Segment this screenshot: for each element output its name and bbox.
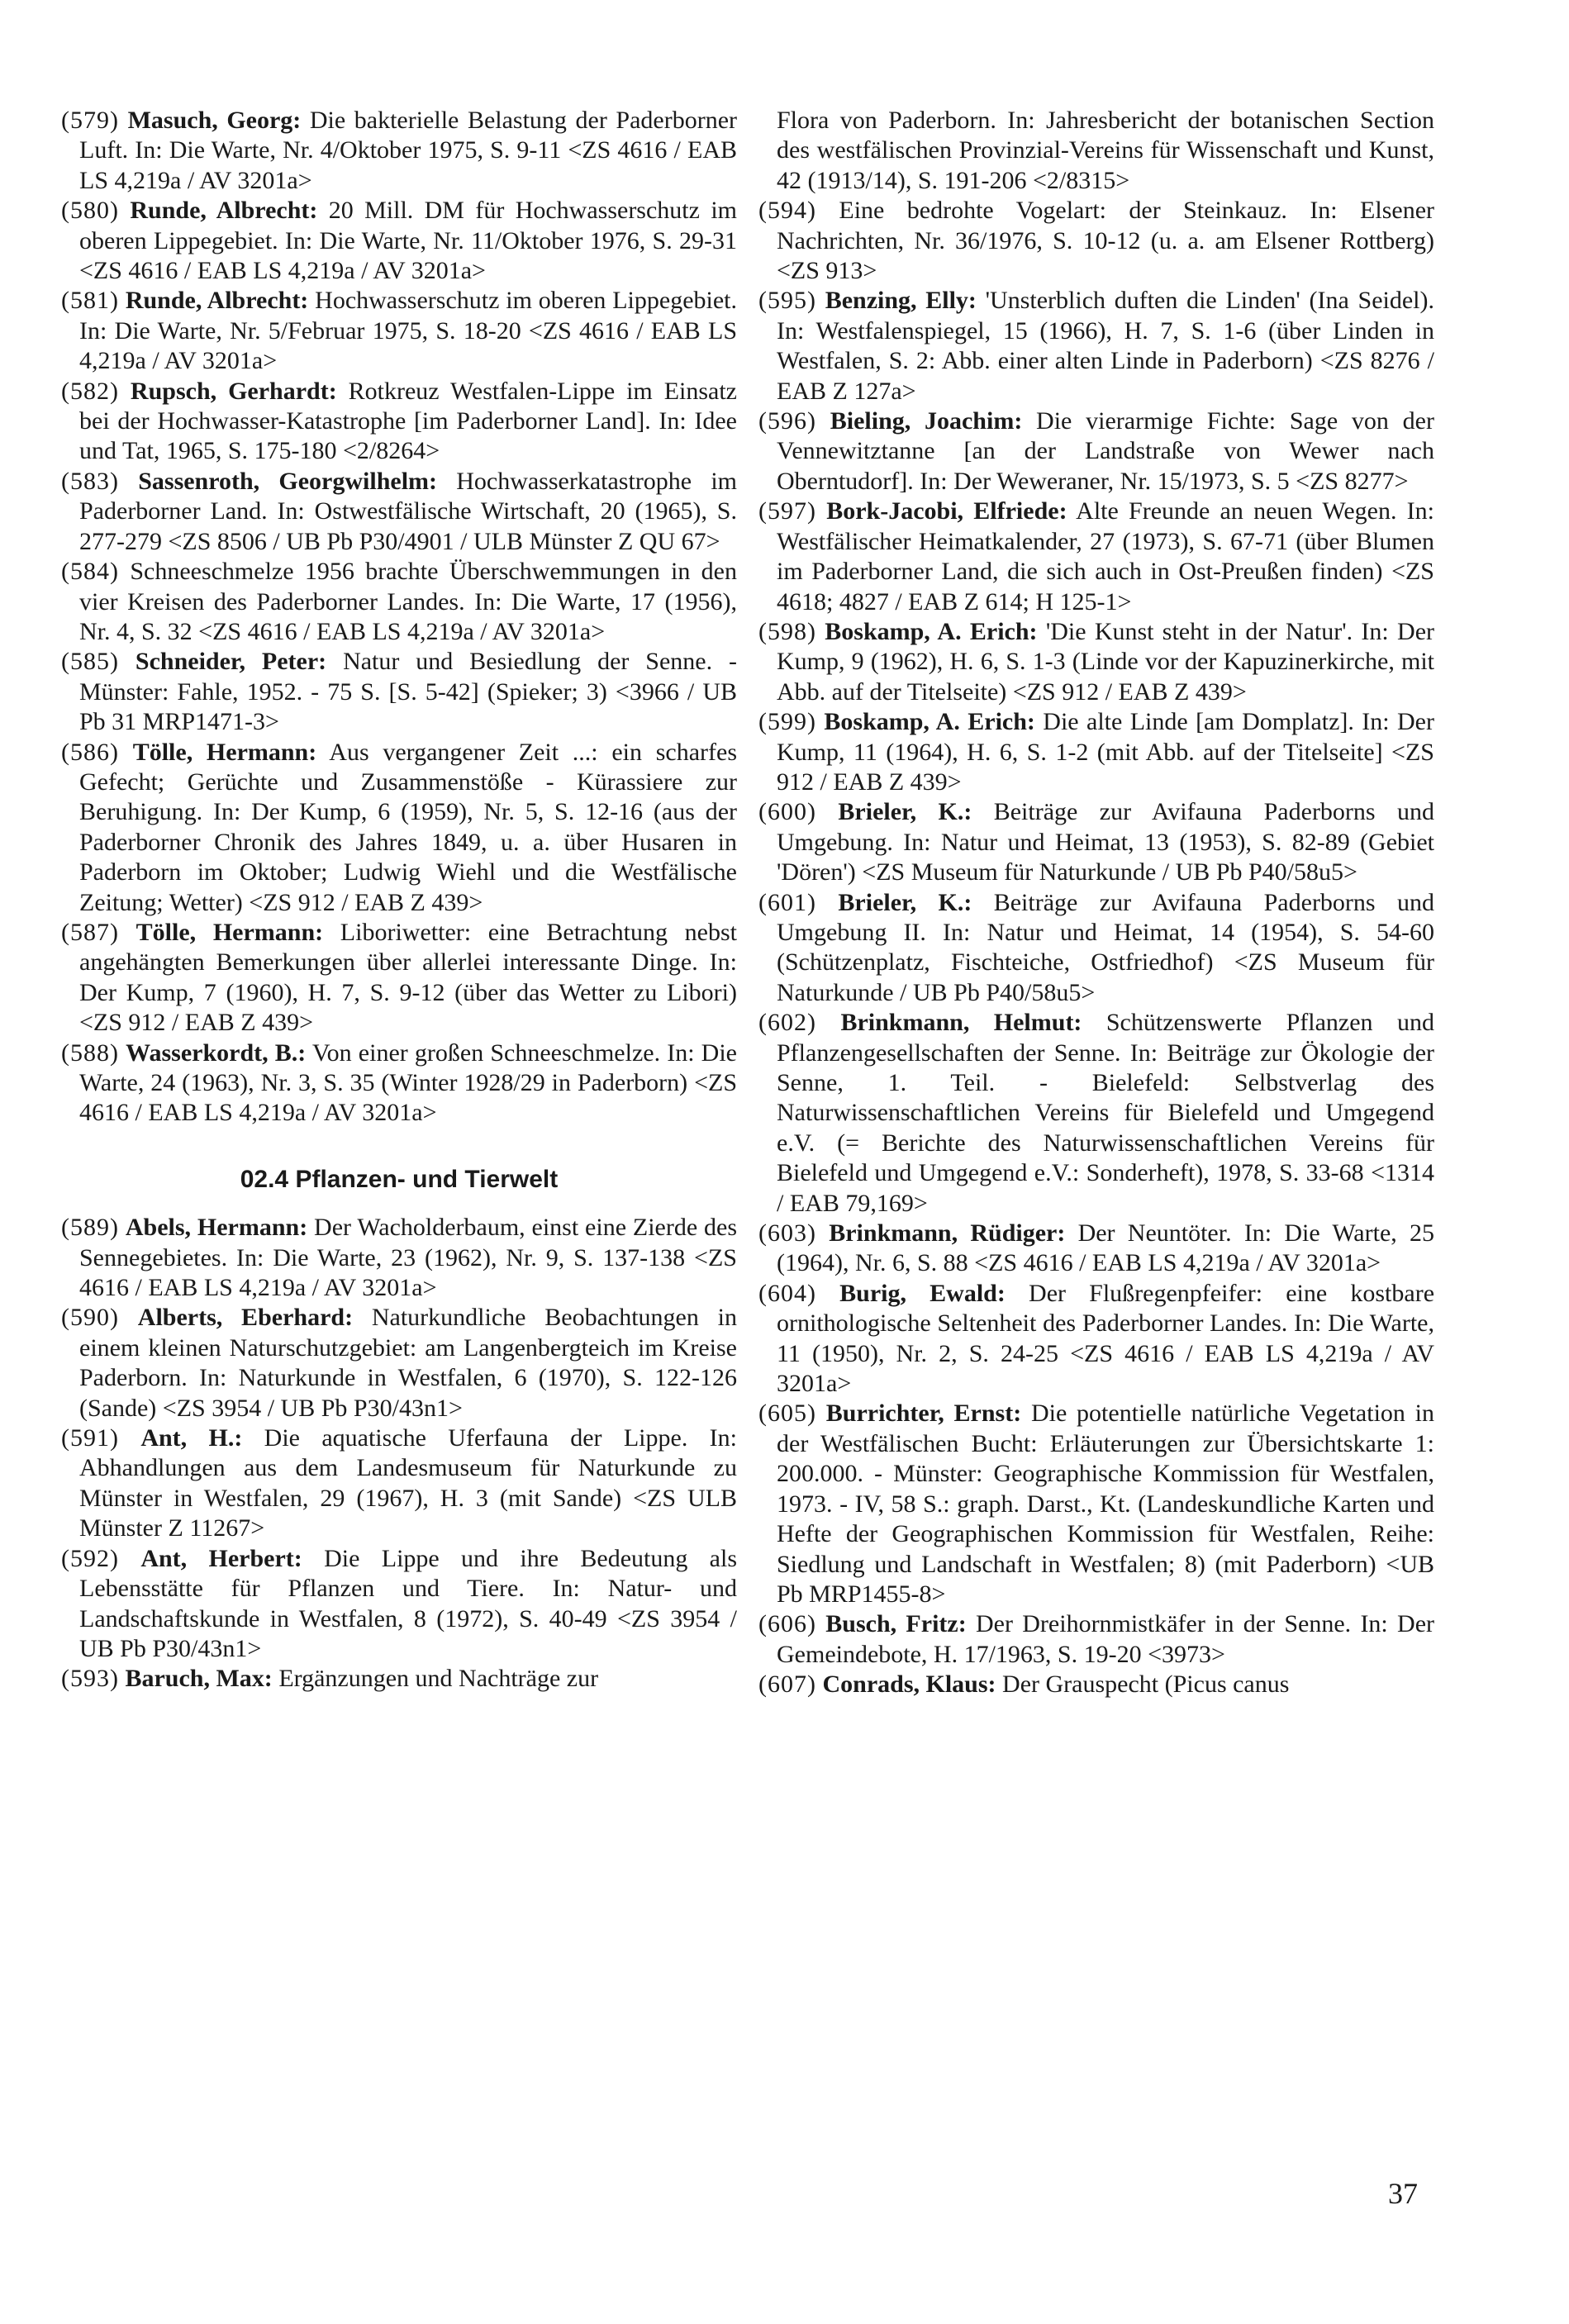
entry-author: Boskamp, A. Erich: xyxy=(824,708,1035,736)
bibliography-entry xyxy=(758,1399,1434,1609)
entry-number: (591) xyxy=(61,1424,119,1452)
bibliography-entry xyxy=(61,1038,737,1129)
bibliography-entry xyxy=(61,106,737,196)
entry-number: (606) xyxy=(758,1610,816,1638)
entry-number: (595) xyxy=(758,287,816,315)
left-entries-after xyxy=(61,1213,737,1694)
entry-number: (587) xyxy=(61,918,119,946)
entry-text: 'Unsterblich duften die Linden' (Ina Seidel). In: Westfalenspiegel, 15 (1966), H. 7, S. 1-6 (über Linden in Westfalen, S. 2: Abb. einer alten Linde in Paderborn) <ZS 8276 / EAB Z 127a> xyxy=(777,287,1435,405)
entry-number: (583) xyxy=(61,467,119,495)
entry-text: Von einer großen Schneeschmelze. In: Die Warte, 24 (1963), Nr. 3, S. 35 (Winter 1928/29 in Paderborn) <ZS 4616 / EAB LS 4,219a / AV 3201a> xyxy=(79,1038,737,1127)
entry-author: Tölle, Hermann: xyxy=(136,918,324,946)
entry-text: 'Die Kunst steht in der Natur'. In: Der Kump, 9 (1962), H. 6, S. 1-3 (Linde vor der Kapuzinerkirche, mit Abb. auf der Titelseite) <ZS 912 / EAB Z 439> xyxy=(777,617,1434,706)
bibliography-entry xyxy=(61,557,737,647)
entry-author: Boskamp, A. Erich: xyxy=(825,617,1038,645)
entry-text: 20 Mill. DM für Hochwasserschutz im oberen Lippegebiet. In: Die Warte, Nr. 11/Oktober 1976, S. 29-31 <ZS 4616 / EAB LS 4,219a / AV 3201a> xyxy=(79,197,737,285)
entry-author: Schneider, Peter: xyxy=(135,648,327,676)
continuation-text: Flora von Paderborn. In: Jahresbericht der botanischen Section des westfälischen Provinzial-Vereins für Wissenschaft und Kunst, 42 (1913/14), S. 191-206 <2/8315> xyxy=(777,107,1434,194)
entry-text: Hochwasserkatastrophe im Paderborner Land. In: Ostwestfälische Wirtschaft, 20 (1965), S. 277-279 <ZS 8506 / UB Pb P30/4901 / ULB Münster Z QU 67> xyxy=(79,467,737,555)
entry-author: Bork-Jacobi, Elfriede: xyxy=(826,497,1067,525)
bibliography-entry xyxy=(61,377,737,467)
bibliography-entry xyxy=(61,286,737,376)
bibliography-entry xyxy=(758,707,1434,797)
entry-author: Wasserkordt, B.: xyxy=(126,1038,307,1067)
bibliography-entry xyxy=(758,1670,1434,1699)
right-entries xyxy=(758,196,1434,1699)
left-column xyxy=(61,106,737,1694)
entry-author: Ant, H.: xyxy=(140,1424,243,1452)
bibliography-entry xyxy=(758,1279,1434,1400)
entry-author: Alberts, Eberhard: xyxy=(137,1304,354,1332)
entry-number: (586) xyxy=(61,738,119,766)
bibliography-entry xyxy=(61,196,737,286)
bibliography-entry xyxy=(61,1213,737,1303)
entry-text: Aus vergangener Zeit ...: ein scharfes Gefecht; Gerüchte und Zusammenstöße - Kürassiere zur Beruhigung. In: Der Kump, 6 (1959), Nr. 5, S. 12-16 (aus der Paderborner Chronik des Jahres 1849, u. a. über Husaren in Paderborn im Oktober; Ludwig Wiehl und die Westfälische Zeitung; Wetter) <ZS 912 / EAB Z 439> xyxy=(79,738,737,916)
entry-text: Die Lippe und ihre Bedeutung als Lebensstätte für Pflanzen und Tiere. In: Natur- und Landschaftskunde in Westfalen, 8 (1972), S. 40-49 <ZS 3954 / UB Pb P30/43n1> xyxy=(79,1544,738,1662)
entry-text: Liboriwetter: eine Betrachtung nebst angehängten Bemerkungen über allerlei interessante Dinge. In: Der Kump, 7 (1960), H. 7, S. 9-12 (über das Wetter zu Libori) <ZS 912 / EAB Z 439> xyxy=(79,918,738,1037)
bibliography-entry xyxy=(61,1544,737,1665)
bibliography-entry xyxy=(61,918,737,1038)
entry-author: Bieling, Joachim: xyxy=(830,407,1023,435)
entry-number: (599) xyxy=(758,708,816,736)
entry-number: (603) xyxy=(758,1219,816,1248)
entry-text: Rotkreuz Westfalen-Lippe im Einsatz bei der Hochwasser-Katastrophe [im Paderborner Land]. In: Idee und Tat, 1965, S. 175-180 <2/8264> xyxy=(79,377,737,465)
entry-number: (597) xyxy=(758,497,816,525)
entry-number: (582) xyxy=(61,377,119,405)
entry-number: (596) xyxy=(758,407,816,435)
entry-number: (601) xyxy=(758,888,816,916)
entry-number: (580) xyxy=(61,197,119,225)
right-column xyxy=(758,106,1434,1700)
entry-number: (584) xyxy=(61,558,119,586)
entry-author: Benzing, Elly: xyxy=(825,287,977,315)
entry-number: (589) xyxy=(61,1214,119,1242)
entry-number: (590) xyxy=(61,1304,119,1332)
bibliography-entry xyxy=(61,1303,737,1423)
entry-text: Natur und Besiedlung der Senne. - Münster: Fahle, 1952. - 75 S. [S. 5-42] (Spieker; 3) <3966 / UB Pb 31 MRP1471-3> xyxy=(79,648,738,736)
entry-text: Die vierarmige Fichte: Sage von der Vennewitztanne [an der Landstraße von Wewer nach Oberntudorf]. In: Der Weweraner, Nr. 15/1973, S. 5 <ZS 8277> xyxy=(777,407,1434,495)
entry-number: (593) xyxy=(61,1665,119,1693)
bibliography-entry xyxy=(758,1008,1434,1219)
entry-author: Baruch, Max: xyxy=(125,1665,273,1693)
entry-text: Eine bedrohte Vogelart: der Steinkauz. In: Elsener Nachrichten, Nr. 36/1976, S. 10-12 (u. a. am Elsener Rottberg) <ZS 913> xyxy=(777,197,1435,285)
entry-text: Ergänzungen und Nachträge zur xyxy=(272,1665,599,1693)
bibliography-entry xyxy=(61,1664,737,1694)
entry-author: Abels, Hermann: xyxy=(125,1214,308,1242)
entry-text: Der Neuntöter. In: Die Warte, 25 (1964), Nr. 6, S. 88 <ZS 4616 / EAB LS 4,219a / AV 3201a> xyxy=(777,1219,1434,1277)
entry-text: Die alte Linde [am Domplatz]. In: Der Kump, 11 (1964), H. 6, S. 1-2 (mit Abb. auf der Titelseite] <ZS 912 / EAB Z 439> xyxy=(777,708,1434,796)
entry-number: (605) xyxy=(758,1400,816,1428)
bibliography-entry xyxy=(61,647,737,737)
bibliography-entry xyxy=(758,497,1434,617)
bibliography-entry xyxy=(758,406,1434,497)
entry-author: Rupsch, Gerhardt: xyxy=(130,377,337,405)
entry-number: (581) xyxy=(61,287,119,315)
entry-author: Sassenroth, Georgwilhelm: xyxy=(138,467,438,495)
bibliography-entry xyxy=(61,738,737,918)
entry-text: Die aquatische Uferfauna der Lippe. In: Abhandlungen aus dem Landesmuseum für Naturkunde zu Münster in Westfalen, 29 (1967), H. 3 (mit Sande) <ZS ULB Münster Z 11267> xyxy=(79,1424,737,1542)
bibliography-entry xyxy=(758,797,1434,887)
entry-number: (604) xyxy=(758,1279,816,1307)
entry-author: Burig, Ewald: xyxy=(839,1279,1006,1307)
entry-text: Die potentielle natürliche Vegetation in der Westfälischen Bucht: Erläuterungen zur Übersichtskarte 1: 200.000. - Münster: Geographische Kommission für Westfalen, 1973. - IV, 58 S.: graph. Darst., Kt. (Landeskundliche Karten und Hefte der Geographischen Kommission für Westfalen, Reihe: Siedlung und Landschaft in Westfalen; 8) (mit Paderborn) <UB Pb MRP1455-8> xyxy=(777,1400,1434,1608)
entry-text: Naturkundliche Beobachtungen in einem kleinen Naturschutzgebiet: am Langenbergteich im Kreise Paderborn. In: Naturkunde in Westfalen, 6 (1970), S. 122-126 (Sande) <ZS 3954 / UB Pb P30/43n1> xyxy=(79,1304,737,1422)
entry-number: (588) xyxy=(61,1038,119,1067)
entry-author: Brieler, K.: xyxy=(838,888,972,916)
entry-number: (579) xyxy=(61,107,119,134)
bibliography-entry xyxy=(758,888,1434,1009)
entry-number: (594) xyxy=(758,197,816,225)
entry-text: Beiträge zur Avifauna Paderborns und Umgebung. In: Natur und Heimat, 13 (1953), S. 82-89 (Gebiet 'Dören') <ZS Museum für Naturkunde / UB Pb P40/58u5> xyxy=(777,798,1435,886)
entry-number: (592) xyxy=(61,1544,119,1572)
entry-text: Hochwasserschutz im oberen Lippegebiet. In: Die Warte, Nr. 5/Februar 1975, S. 18-20 <ZS 4616 / EAB LS 4,219a / AV 3201a> xyxy=(79,287,738,375)
entry-author: Brinkmann, Rüdiger: xyxy=(829,1219,1066,1248)
entry-text: Der Flußregenpfeifer: eine kostbare ornithologische Seltenheit des Paderborner Landes. In: Die Warte, 11 (1950), Nr. 2, S. 24-25 <ZS 4616 / EAB LS 4,219a / AV 3201a> xyxy=(777,1279,1435,1398)
bibliography-entry xyxy=(758,196,1434,286)
entry-author: Conrads, Klaus: xyxy=(822,1671,996,1699)
bibliography-entry xyxy=(61,1423,737,1544)
entry-text: Schneeschmelze 1956 brachte Überschwemmungen in den vier Kreisen des Paderborner Landes. In: Die Warte, 17 (1956), Nr. 4, S. 32 <ZS 4616 / EAB LS 4,219a / AV 3201a> xyxy=(79,558,737,645)
entry-text: Der Grauspecht (Picus canus xyxy=(996,1671,1290,1699)
entry-author: Runde, Albrecht: xyxy=(130,197,318,225)
entry-text: Alte Freunde an neuen Wegen. In: Westfälischer Heimatkalender, 27 (1973), S. 67-71 (über Blumen im Paderborner Land, die sich auch in Ost-Preußen finden) <ZS 4618; 4827 / EAB Z 614; H 125-1> xyxy=(777,497,1434,615)
entry-number: (585) xyxy=(61,648,119,676)
entry-author: Tölle, Hermann: xyxy=(132,738,317,766)
bibliography-entry xyxy=(758,1219,1434,1279)
entry-text: Die bakterielle Belastung der Paderborner Luft. In: Die Warte, Nr. 4/Oktober 1975, S. 9-11 <ZS 4616 / EAB LS 4,219a / AV 3201a> xyxy=(79,107,737,194)
bibliography-entry xyxy=(758,286,1434,406)
bibliography-entry xyxy=(758,617,1434,707)
entry-number: (600) xyxy=(758,798,816,826)
entry-author: Masuch, Georg: xyxy=(127,107,302,134)
page-number: 37 xyxy=(1388,2177,1418,2210)
entry-text: Der Dreihornmistkäfer in der Senne. In: Der Gemeindebote, H. 17/1963, S. 19-20 <3973> xyxy=(777,1610,1435,1668)
entry-text: Schützenswerte Pflanzen und Pflanzengesellschaften der Senne. In: Beiträge zur Ökologie der Senne, 1. Teil. - Bielefeld: Selbstverlag des Naturwissenschaftlichen Vereins für Bielefeld und Umgegend e.V. (= Berichte des Naturwissenschaftlichen Vereins für Bielefeld und Umgegend e.V.: Sonderheft), 1978, S. 33-68 <1314 / EAB 79,169> xyxy=(777,1009,1434,1217)
section-heading: 02.4 Pflanzen- und Tierwelt xyxy=(240,1165,559,1193)
entry-author: Burrichter, Ernst: xyxy=(825,1400,1022,1428)
entry-text: Der Wacholderbaum, einst eine Zierde des Sennegebietes. In: Die Warte, 23 (1962), Nr. 9, S. 137-138 <ZS 4616 / EAB LS 4,219a / AV 3201a> xyxy=(79,1214,737,1302)
entry-number: (607) xyxy=(758,1671,816,1699)
entry-author: Runde, Albrecht: xyxy=(125,287,309,315)
entry-text: Beiträge zur Avifauna Paderborns und Umgebung II. In: Natur und Heimat, 14 (1954), S. 54-60 (Schützenplatz, Fischteiche, Ostfriedhof) <ZS Museum für Naturkunde / UB Pb P40/58u5> xyxy=(777,888,1435,1006)
entry-number: (602) xyxy=(758,1009,816,1037)
entry-number: (598) xyxy=(758,617,816,645)
entry-author: Ant, Herbert: xyxy=(140,1544,302,1572)
bibliography-entry xyxy=(758,1609,1434,1670)
entry-author: Brieler, K.: xyxy=(838,798,972,826)
entry-author: Brinkmann, Helmut: xyxy=(840,1009,1082,1037)
entry-author: Busch, Fritz: xyxy=(825,1610,967,1638)
bibliography-entry xyxy=(61,467,737,557)
left-entries-before xyxy=(61,106,737,1129)
